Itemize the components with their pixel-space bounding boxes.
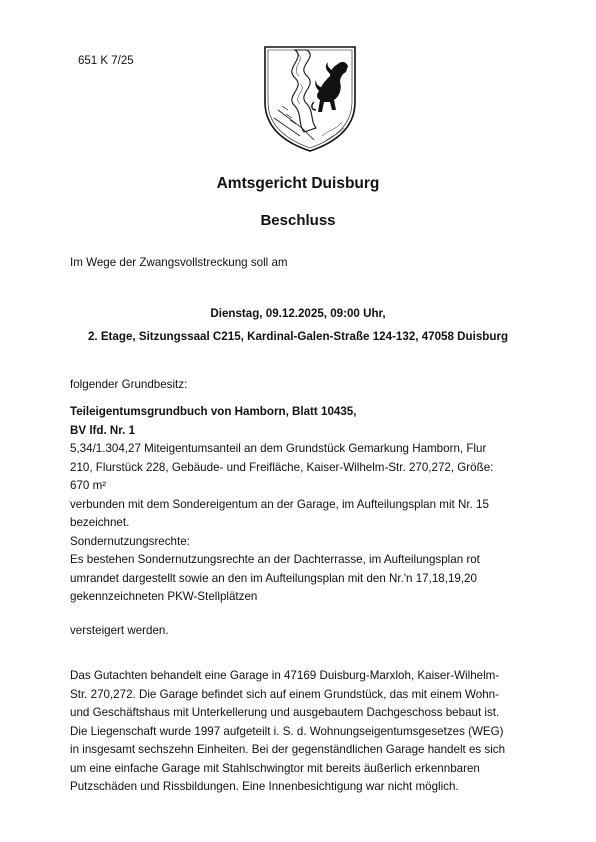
report-line: um eine einfache Garage mit Stahlschwingtor mit bereits äußerlich erkennbaren <box>70 761 480 775</box>
report-line: Die Liegenschaft wurde 1997 aufgeteilt i. S. d. Wohnungseigentumsgesetzes (WEG) <box>70 724 504 738</box>
nrw-coat-of-arms-icon <box>262 44 358 154</box>
property-description-line: 5,34/1.304,27 Miteigentumsanteil an dem Grundstück Gemarkung Hamborn, Flur <box>70 442 487 455</box>
case-number: 651 K 7/25 <box>78 55 134 67</box>
expert-report-paragraph <box>70 667 505 797</box>
property-description-line: umrandet dargestellt sowie an den im Aufteilungsplan mit den Nr.'n 17,18,19,20 <box>70 571 477 585</box>
document-type-heading: Beschluss <box>260 212 336 229</box>
property-description-line: bezeichnet. <box>70 516 130 529</box>
report-line: Das Gutachten behandelt eine Garage in 47169 Duisburg-Marxloh, Kaiser-Wilhelm- <box>70 669 500 682</box>
property-description-line: verbunden mit dem Sondereigentum an der Garage, im Aufteilungsplan mit Nr. 15 <box>70 497 489 511</box>
property-description-line: gekennzeichneten PKW-Stellplätzen <box>70 590 258 603</box>
property-section <box>70 403 493 607</box>
auction-date-time: Dienstag, 09.12.2025, 09:00 Uhr, <box>210 307 386 320</box>
report-line: Putzschäden und Rissbildungen. Eine Innenbesichtigung war nicht möglich. <box>70 780 459 793</box>
intro-sentence: Im Wege der Zwangsvollstreckung soll am <box>70 256 288 269</box>
report-line: Str. 270,272. Die Garage befindet sich auf einem Grundstück, das mit einem Wohn- <box>70 687 499 701</box>
property-description-line: Es bestehen Sondernutzungsrechte an der Dachterrasse, im Aufteilungsplan rot <box>70 553 480 566</box>
inventory-item: BV lfd. Nr. 1 <box>70 423 136 437</box>
property-description-line: Sondernutzungsrechte: <box>70 534 190 548</box>
land-register-entry: Teileigentumsgrundbuch von Hamborn, Blatt 10435, <box>70 405 357 418</box>
report-line: in insgesamt sechszehn Einheiten. Bei der gegenständlichen Garage handelt es sich <box>70 743 506 756</box>
auction-location: 2. Etage, Sitzungssaal C215, Kardinal-Galen-Straße 124-132, 47058 Duisburg <box>87 330 509 343</box>
property-description-line: 210, Flurstück 228, Gebäude- und Freifläche, Kaiser-Wilhelm-Str. 270,272, Größe: <box>70 460 494 474</box>
property-description-line: 670 m² <box>70 479 107 492</box>
court-name: Amtsgericht Duisburg <box>216 175 380 192</box>
auction-phrase: versteigert werden. <box>70 624 169 637</box>
property-lead: folgender Grundbesitz: <box>70 378 188 391</box>
report-line: und Geschäftshaus mit Unterkellerung und ausgebautem Dachgeschoss bebaut ist. <box>70 706 500 719</box>
